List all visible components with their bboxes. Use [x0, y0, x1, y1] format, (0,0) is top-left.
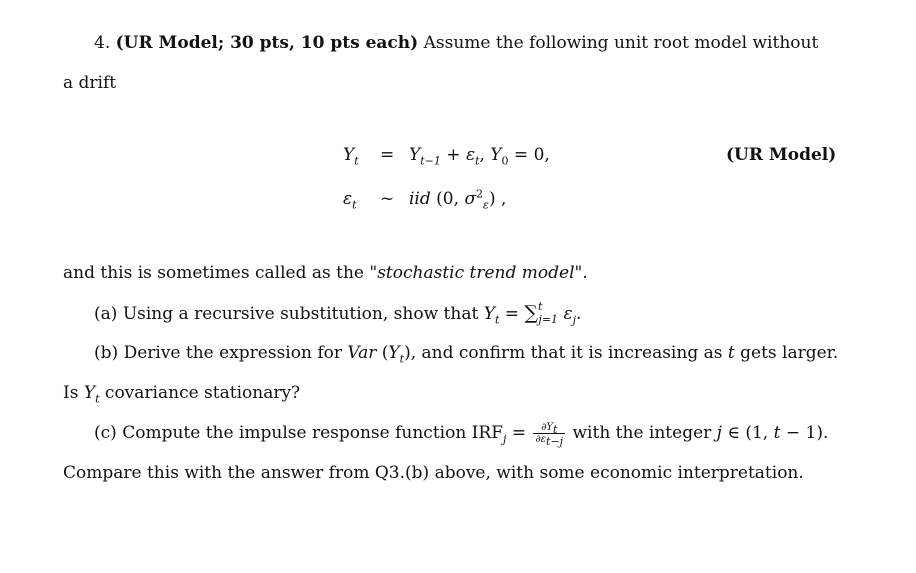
part-c-label: (c)	[94, 423, 117, 443]
eq1-lhs: $Y_t$	[343, 145, 359, 168]
part-c-cont: Compare this with the answer from Q3.(b) above, with some economic interpretation.	[63, 463, 804, 483]
eq2-rhs: iid (0, $\sigma^2_\varepsilon$) ,	[409, 187, 507, 212]
eq1-rhs: $Y_{t-1} + \varepsilon_t$, $Y_0 = 0$,	[409, 145, 550, 168]
stochastic-trend-term: stochastic trend model	[377, 263, 575, 283]
problem-intro: Assume the following unit root model without	[423, 33, 819, 53]
problem-title: (UR Model; 30 pts, 10 pts each)	[115, 33, 419, 53]
problem-heading	[94, 32, 818, 54]
part-b-cont: Is $Y_t$ covariance stationary?	[63, 383, 301, 406]
part-a-label: (a)	[94, 304, 118, 324]
ur-model-tag: (UR Model)	[726, 145, 837, 165]
part-b-label: (b)	[94, 343, 119, 363]
irf-fraction: $\frac{\partial Y_t}{\partial\varepsilon_{t-j}}$	[535, 422, 564, 448]
model-description: and this is sometimes called as the "stochastic trend model".	[63, 263, 588, 283]
part-a-text: Using a recursive substitution, show that	[122, 304, 479, 324]
problem-number: 4.	[94, 33, 111, 53]
eq2-relation: ~	[380, 189, 395, 209]
problem-intro-cont: a drift	[63, 73, 117, 93]
part-c: (c) Compute the impulse response function $IRF_j$ = $\frac{\partial Y_t}{\partial\varepsilon_{t-j}}$ with the integer j ∈ (1, t − 1).	[94, 422, 829, 448]
part-b: (b) Derive the expression for Var $(Y_t)$, and confirm that it is increasing as t gets larger.	[94, 343, 839, 366]
eq2-lhs: $\varepsilon_t$	[343, 189, 357, 212]
part-a: (a) Using a recursive substitution, show that $Y_t = \sum^t_{j=1}$ $\varepsilon_j$.	[94, 300, 582, 327]
eq1-relation: =	[380, 145, 395, 165]
